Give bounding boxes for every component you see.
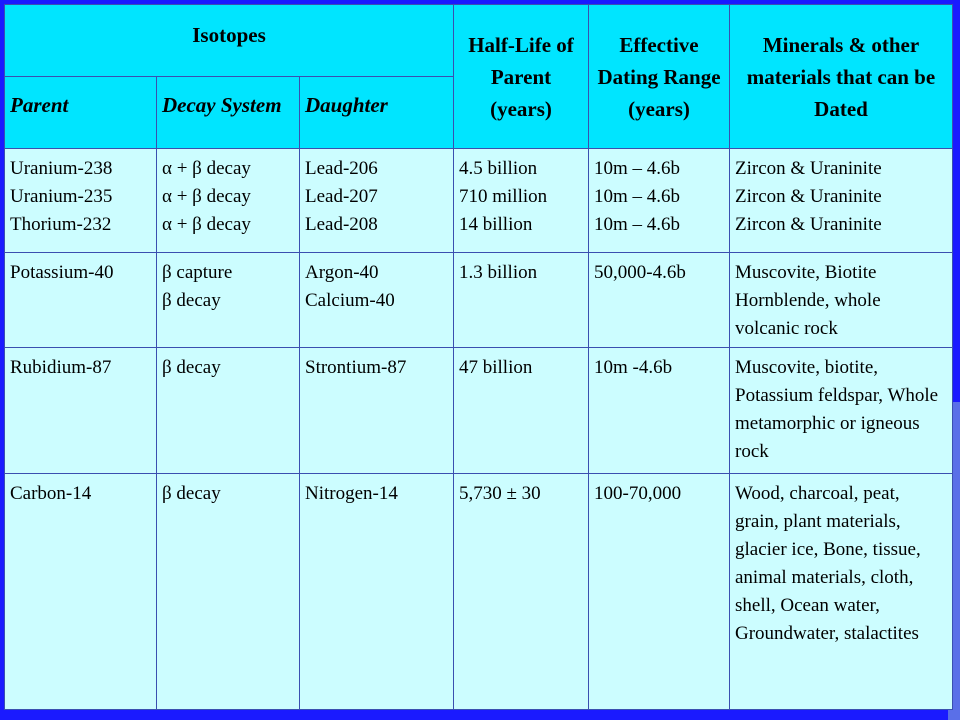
cell-text: β decay bbox=[162, 357, 221, 378]
cell-daughter bbox=[300, 149, 454, 253]
cell-text: Carbon-14 bbox=[10, 483, 92, 504]
table-row bbox=[5, 474, 953, 710]
cell-daughter bbox=[300, 474, 454, 710]
cell-text: Muscovite, biotite, Potassium feldspar, Whole metamorphic or igneous rock bbox=[735, 357, 939, 462]
cell-text: Zircon & Uraninite bbox=[735, 214, 882, 235]
cell-text: Lead-207 bbox=[305, 186, 378, 207]
cell-range bbox=[589, 253, 730, 348]
cell-text: β capture bbox=[162, 262, 233, 283]
cell-text: Muscovite, Biotite Hornblende, whole volcanic rock bbox=[735, 262, 881, 339]
cell-parent bbox=[5, 474, 157, 710]
cell-text: 710 million bbox=[459, 186, 548, 207]
cell-range bbox=[589, 348, 730, 474]
cell-text: α + β decay bbox=[162, 158, 251, 179]
cell-decay bbox=[157, 348, 300, 474]
cell-text: 100-70,000 bbox=[594, 483, 682, 504]
cell-text: 14 billion bbox=[459, 214, 533, 235]
cell-text: Argon-40 bbox=[305, 262, 379, 283]
table-row bbox=[5, 253, 953, 348]
cell-half-life bbox=[454, 348, 589, 474]
cell-half-life bbox=[454, 149, 589, 253]
cell-half-life bbox=[454, 253, 589, 348]
cell-text: α + β decay bbox=[162, 214, 251, 235]
cell-text: β decay bbox=[162, 290, 221, 311]
cell-text: β decay bbox=[162, 483, 221, 504]
cell-text: 10m -4.6b bbox=[594, 357, 673, 378]
cell-text: Nitrogen-14 bbox=[305, 483, 398, 504]
cell-text: Zircon & Uraninite bbox=[735, 186, 882, 207]
cell-text: 4.5 billion bbox=[459, 158, 538, 179]
cell-text: 10m – 4.6b bbox=[594, 158, 681, 179]
header-daughter: Daughter bbox=[300, 77, 454, 149]
cell-text: Thorium-232 bbox=[10, 214, 112, 235]
cell-minerals bbox=[730, 474, 953, 710]
header-decay-system: Decay System bbox=[157, 77, 300, 149]
cell-range bbox=[589, 149, 730, 253]
cell-text: Rubidium-87 bbox=[10, 357, 112, 378]
cell-decay bbox=[157, 149, 300, 253]
header-minerals: Minerals & other materials that can be Dated bbox=[730, 5, 953, 149]
cell-text: 50,000-4.6b bbox=[594, 262, 686, 283]
cell-text: 47 billion bbox=[459, 357, 533, 378]
cell-text: Lead-208 bbox=[305, 214, 378, 235]
header-isotopes: Isotopes bbox=[5, 5, 454, 77]
header-parent: Parent bbox=[5, 77, 157, 149]
cell-text: 5,730 ± 30 bbox=[459, 483, 541, 504]
radiometric-dating-table bbox=[4, 4, 953, 710]
cell-range bbox=[589, 474, 730, 710]
cell-text: Strontium-87 bbox=[305, 357, 407, 378]
cell-half-life bbox=[454, 474, 589, 710]
header-dating-range: Effective Dating Range (years) bbox=[589, 5, 730, 149]
cell-daughter bbox=[300, 253, 454, 348]
cell-text: Uranium-235 bbox=[10, 186, 113, 207]
cell-parent bbox=[5, 253, 157, 348]
cell-text: Wood, charcoal, peat, grain, plant materials, glacier ice, Bone, tissue, animal materials, cloth, shell, Ocean water, Groundwater, stalactites bbox=[735, 483, 921, 644]
table-row bbox=[5, 149, 953, 253]
cell-text: Calcium-40 bbox=[305, 290, 395, 311]
cell-text: 10m – 4.6b bbox=[594, 214, 681, 235]
cell-parent bbox=[5, 149, 157, 253]
cell-daughter bbox=[300, 348, 454, 474]
cell-text: 1.3 billion bbox=[459, 262, 538, 283]
cell-text: Zircon & Uraninite bbox=[735, 158, 882, 179]
cell-text: Lead-206 bbox=[305, 158, 378, 179]
cell-text: Potassium-40 bbox=[10, 262, 114, 283]
cell-text: 10m – 4.6b bbox=[594, 186, 681, 207]
cell-decay bbox=[157, 253, 300, 348]
header-half-life: Half-Life of Parent (years) bbox=[454, 5, 589, 149]
cell-minerals bbox=[730, 348, 953, 474]
table-row bbox=[5, 348, 953, 474]
cell-parent bbox=[5, 348, 157, 474]
cell-text: Uranium-238 bbox=[10, 158, 113, 179]
cell-text: α + β decay bbox=[162, 186, 251, 207]
cell-minerals bbox=[730, 149, 953, 253]
cell-minerals bbox=[730, 253, 953, 348]
cell-decay bbox=[157, 474, 300, 710]
